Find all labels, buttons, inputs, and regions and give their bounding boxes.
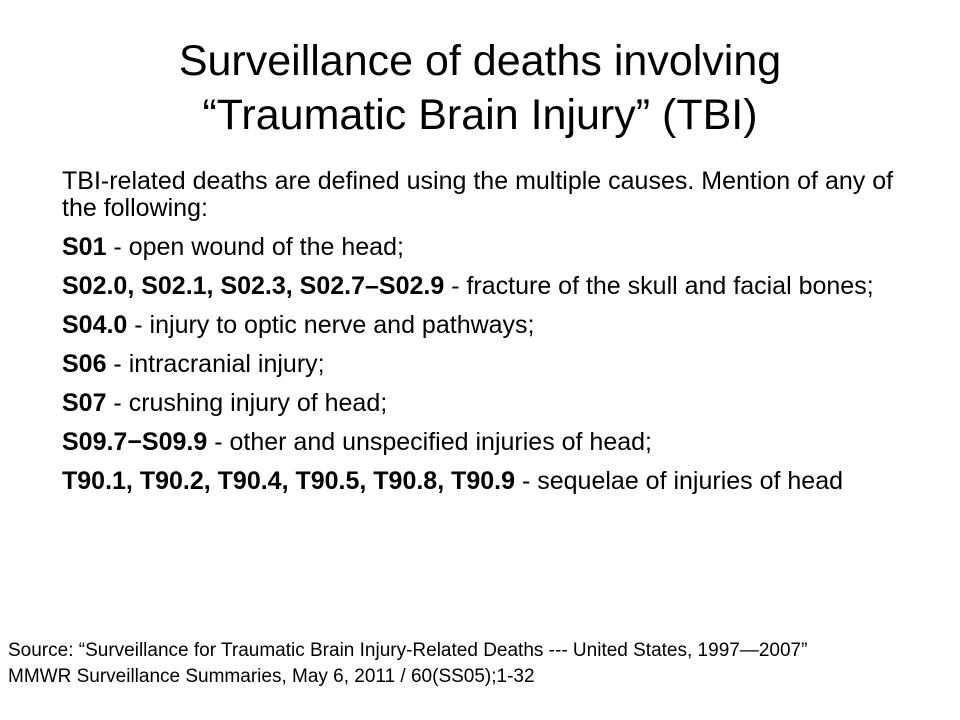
code-description: - intracranial injury; bbox=[106, 350, 325, 378]
slide-title bbox=[60, 34, 900, 142]
list-item bbox=[62, 468, 912, 495]
list-item bbox=[62, 312, 912, 339]
code-description: - crushing injury of head; bbox=[106, 389, 388, 417]
source-line-1: Source: “Surveillance for Traumatic Brain Injury-Related Deaths --- United States, 1997—2007” bbox=[8, 640, 808, 661]
source-line-2: MMWR Surveillance Summaries, May 6, 2011 / 60(SS05);1-32 bbox=[8, 666, 535, 687]
icd-code: S02.0, S02.1, S02.3, S02.7–S02.9 bbox=[62, 272, 445, 300]
icd-code: S09.7−S09.9 bbox=[62, 428, 208, 456]
code-description: - open wound of the head; bbox=[106, 233, 404, 261]
list-item bbox=[62, 390, 912, 417]
list-item bbox=[62, 429, 912, 456]
definition-list bbox=[62, 168, 912, 507]
icd-code: S04.0 bbox=[62, 311, 128, 339]
intro-text: TBI-related deaths are defined using the multiple causes. Mention of any of the following: bbox=[62, 167, 894, 222]
icd-code: S06 bbox=[62, 350, 107, 378]
title-line-1: Surveillance of deaths involving bbox=[178, 37, 782, 85]
list-item bbox=[62, 234, 912, 261]
code-description: - other and unspecified injuries of head; bbox=[207, 428, 652, 456]
icd-code: T90.1, T90.2, T90.4, T90.5, T90.8, T90.9 bbox=[62, 467, 516, 495]
code-description: - fracture of the skull and facial bones; bbox=[444, 272, 874, 300]
icd-code: S01 bbox=[62, 233, 107, 261]
icd-code: S07 bbox=[62, 389, 107, 417]
source-citation bbox=[8, 638, 953, 690]
list-item bbox=[62, 273, 912, 300]
title-line-2: “Traumatic Brain Injury” (TBI) bbox=[202, 91, 758, 139]
list-item bbox=[62, 351, 912, 378]
code-description: - injury to optic nerve and pathways; bbox=[127, 311, 535, 339]
code-description: - sequelae of injuries of head bbox=[515, 467, 844, 495]
